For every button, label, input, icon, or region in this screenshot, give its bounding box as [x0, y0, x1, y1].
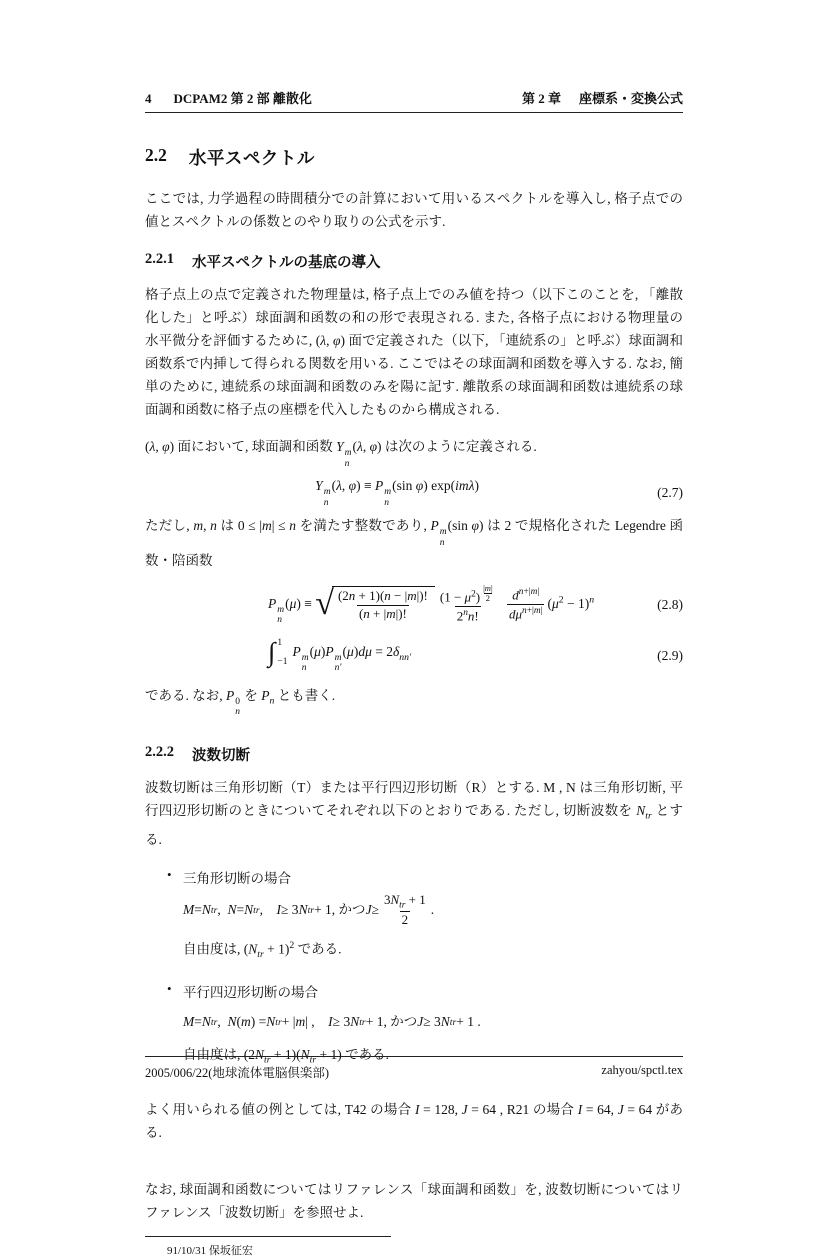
bullet-icon: • — [167, 981, 172, 997]
equation-2-9-number: (2.9) — [657, 647, 683, 663]
equation-2-7-math: Y m n (λ, φ) ≡ P m n (sin φ) exp(imλ) — [315, 478, 479, 508]
header-rule — [145, 112, 683, 113]
equation-2-8-math: P m n (μ) ≡ √ $\frac{(2n + 1)(n - |m|)!}{(n + |m|)!}$ $(1 - \mu^2)$ $^{\frac{|m|}{2}}$ 2$^n$n! $\frac{d^{n+|m|}}{d\mu^{n+|m|}}$ $(\mu^2 - 1)^n$ — [268, 582, 595, 626]
section-heading — [145, 145, 683, 170]
footer-row — [145, 1063, 683, 1081]
example-paragraph: よく用いられる値の例としては, T42 の場合 I = 128, J = 64 , R21 の場合 I = 64, J = 64 がある. — [145, 1102, 683, 1141]
truncation-list — [145, 867, 683, 1073]
notation-paragraph: である. なお, P 0 n を $P_n$ とも書く. — [145, 687, 336, 718]
equation-2-9 — [145, 634, 683, 678]
list-item-dof: 自由度は, $(2N_{tr} + 1)(N_{tr} + 1)$ である. — [183, 1047, 389, 1067]
section-number: 2.2 — [145, 145, 167, 165]
equation-leadin: (λ, φ) 面において, 球面調和函数 Y m n (λ, φ) は次のように定義される. — [145, 439, 537, 469]
footnote-text: 91/10/31 保坂征宏 — [167, 1245, 253, 1258]
subsection-basis-number: 2.2.1 — [145, 251, 174, 267]
footnote-block — [145, 1236, 683, 1258]
list-item-dof: 自由度は, $(N_{tr} + 1)^2$ である. — [183, 940, 342, 961]
footnote-rule — [145, 1236, 391, 1237]
basis-paragraph: 格子点上の点で定義された物理量は, 格子点上でのみ値を持つ（以下このことを, 「離散化した」と呼ぶ）球面調和函数の和の形で表現される. また, 各格子点における物理量の水平微分を評価するために, (λ, φ) 面で定義された（以下, 「連続系の」と呼ぶ）球面調和函数系で内挿して得られる関数を用いる. ここではその球面調和函数を導入する. なお, 簡単のために, 連続系の球面調和函数のみを陽に記す. 離散系の球面調和函数は連続系の球面調和函数に格子点の座標を代入したものから構成される. — [145, 287, 683, 417]
header-right-title: 座標系・変換公式 — [578, 91, 683, 106]
list-item-triangular — [145, 867, 683, 967]
footer-right: zahyou/spctl.tex — [601, 1063, 683, 1077]
equation-2-7 — [145, 478, 683, 508]
list-item-math: M = N tr , N = N tr , I ≥ 3 N tr + 1, かつ J ≥ $\frac{3N_{tr} + 1}{2}$ . — [183, 891, 435, 928]
subsection-heading-truncation — [145, 744, 683, 765]
subsection-basis-title: 水平スペクトルの基底の導入 — [192, 255, 381, 271]
list-item-math: M = N tr , N ( m ) = N tr + | m | , I ≥ 3 N tr + 1, かつ J ≥ 3 N tr + 1 . — [183, 1014, 481, 1030]
reference-paragraph: なお, 球面調和函数についてはリファレンス「球面調和函数」を, 波数切断についてはリファレンス「波数切断」を参照せよ. — [145, 1182, 683, 1221]
header-left-title: DCPAM2 第 2 部 離散化 — [173, 91, 312, 106]
equation-2-8-number: (2.8) — [657, 596, 683, 612]
bullet-icon: • — [167, 866, 172, 882]
intro-paragraph: ここでは, 力学過程の時間積分での計算において用いるスペクトルを導入し, 格子点での値とスペクトルの係数とのやり取りの公式を示す. — [145, 191, 683, 229]
page-footer — [145, 1056, 683, 1081]
footer-left: 2005/006/22(地球流体電脳倶楽部) — [145, 1066, 330, 1080]
section-title: 水平スペクトル — [188, 148, 315, 168]
equation-2-7-number: (2.7) — [657, 485, 683, 501]
equation-2-9-math: ∫ 1 −1 P m n (μ)P m n′ $(\mu)d\mu = 2\delta_{nn'}$ — [268, 637, 412, 674]
page-content — [145, 88, 683, 1258]
equation-2-8 — [145, 579, 683, 631]
list-item-label: 三角形切断の場合 — [183, 870, 291, 886]
truncation-paragraph: 波数切断は三角形切断（T）または平行四辺形切断（R）とする. M , N は三角形切断, 平行四辺形切断のときについてそれぞれ以下のとおりである. ただし, 切断波数を $N_{tr}$ とする. — [145, 779, 684, 847]
subsection-heading-basis — [145, 251, 683, 272]
header-right — [522, 88, 683, 107]
subsection-truncation-number: 2.2.2 — [145, 743, 174, 760]
constraint-paragraph: ただし, m, n は 0 ≤ |m| ≤ n を満たす整数であり, P m n (sin φ) は 2 で規格化された Legendre 函数・陪函数 — [145, 518, 684, 568]
header-right-chapter: 第 2 章 — [521, 91, 561, 106]
subsection-truncation-title: 波数切断 — [192, 747, 250, 764]
page-number: 4 — [145, 91, 152, 106]
page-header — [145, 88, 683, 107]
footer-rule — [145, 1056, 683, 1057]
list-item-label: 平行四辺形切断の場合 — [183, 985, 318, 1001]
